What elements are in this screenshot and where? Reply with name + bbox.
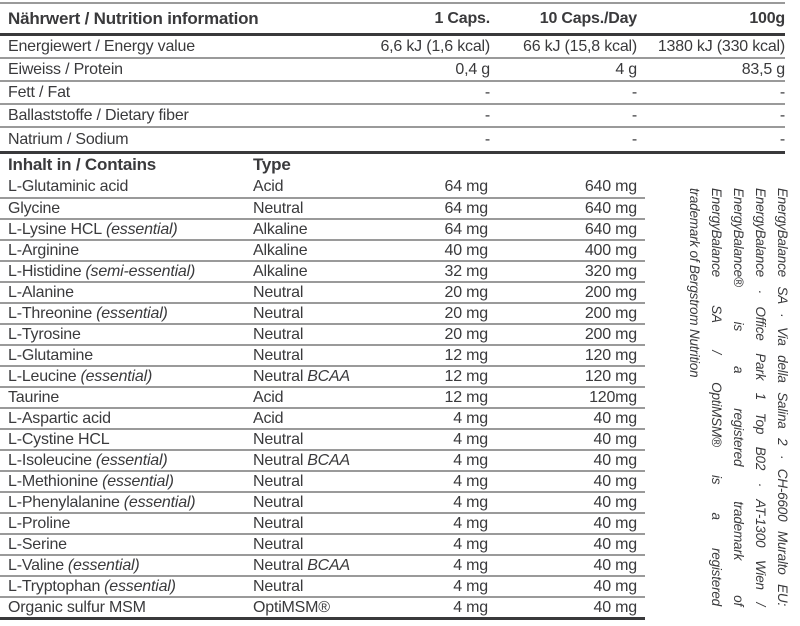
nutrition-row bbox=[0, 128, 785, 151]
ingredient-type: Neutral bbox=[253, 535, 304, 553]
contents-row bbox=[0, 344, 645, 365]
contents-row bbox=[0, 470, 645, 491]
nutrient-label: Energiewert / Energy value bbox=[8, 37, 195, 55]
value-per-caps: - bbox=[484, 130, 490, 148]
amount-per-caps: 4 mg bbox=[453, 535, 488, 553]
ingredient-type: Neutral bbox=[253, 304, 304, 322]
nutrient-label: Natrium / Sodium bbox=[8, 130, 129, 148]
amount-per-day: 640 mg bbox=[584, 177, 637, 195]
nutrition-facts-table bbox=[0, 2, 785, 154]
nutrient-label: Fett / Fat bbox=[8, 83, 71, 101]
ingredient-type: Neutral bbox=[253, 493, 304, 511]
ingredient-type: Neutral bbox=[253, 346, 304, 364]
ingredient-type-note: BCAA bbox=[307, 556, 350, 574]
ingredient-name: Organic sulfur MSM bbox=[8, 598, 146, 616]
ingredient-type: Alkaline bbox=[253, 241, 308, 259]
amount-per-caps: 12 mg bbox=[444, 346, 488, 364]
amount-per-day: 120mg bbox=[589, 388, 637, 406]
amount-per-day: 640 mg bbox=[584, 199, 637, 217]
contents-row bbox=[0, 197, 645, 218]
ingredient-name: Glycine bbox=[8, 199, 60, 217]
ingredient-type-note: BCAA bbox=[307, 367, 350, 385]
value-per-100g: 1380 kJ (330 kcal) bbox=[657, 37, 785, 55]
amount-per-caps: 20 mg bbox=[444, 325, 488, 343]
amount-per-caps: 4 mg bbox=[453, 451, 488, 469]
contents-row bbox=[0, 281, 645, 302]
nutrition-row bbox=[0, 105, 785, 128]
nutrition-row bbox=[0, 59, 785, 82]
amount-per-caps: 32 mg bbox=[444, 262, 488, 280]
ingredient-type: Acid bbox=[253, 409, 284, 427]
ingredient-name: L-Cystine HCL bbox=[8, 430, 110, 448]
col-header-100g: 100g bbox=[749, 9, 785, 27]
amount-per-caps: 20 mg bbox=[444, 283, 488, 301]
ingredient-type: Acid bbox=[253, 177, 284, 195]
contents-row bbox=[0, 596, 645, 617]
ingredient-note: (essential) bbox=[104, 577, 176, 595]
amount-per-caps: 20 mg bbox=[444, 304, 488, 322]
amount-per-caps: 40 mg bbox=[444, 241, 488, 259]
contents-row bbox=[0, 491, 645, 512]
amount-per-day: 320 mg bbox=[584, 262, 637, 280]
col-header-1caps: 1 Caps. bbox=[434, 9, 490, 27]
manufacturer-legal-text bbox=[683, 188, 793, 606]
amount-per-day: 40 mg bbox=[593, 514, 637, 532]
ingredient-note: (essential) bbox=[123, 493, 196, 511]
col-header-10caps-day: 10 Caps./Day bbox=[539, 9, 637, 27]
amount-per-day: 400 mg bbox=[584, 241, 637, 259]
ingredient-note: (semi-essential) bbox=[85, 262, 196, 280]
amount-per-day: 120 mg bbox=[584, 367, 637, 385]
value-per-100g: - bbox=[779, 130, 785, 148]
amount-per-day: 200 mg bbox=[584, 283, 637, 301]
ingredient-name: Taurine bbox=[8, 388, 60, 406]
contents-row bbox=[0, 302, 645, 323]
ingredient-name: L-Arginine bbox=[8, 241, 79, 259]
nutrition-facts-header-row bbox=[0, 4, 785, 36]
value-per-caps: - bbox=[484, 106, 490, 124]
amount-per-caps: 4 mg bbox=[453, 514, 488, 532]
ingredient-type: Neutral bbox=[253, 577, 304, 595]
ingredient-name: L-Glutamine bbox=[8, 346, 93, 364]
ingredient-name: L-Alanine bbox=[8, 283, 74, 301]
contents-header-row bbox=[0, 154, 645, 176]
ingredient-name: L-Tryptophan bbox=[8, 577, 101, 595]
ingredient-type: Neutral bbox=[253, 556, 304, 574]
nutrient-label: Eiweiss / Protein bbox=[8, 60, 123, 78]
amount-per-day: 40 mg bbox=[593, 430, 637, 448]
ingredient-type: Neutral bbox=[253, 430, 304, 448]
amount-per-day: 120 mg bbox=[584, 346, 637, 364]
ingredient-name: L-Phenylalanine bbox=[8, 493, 120, 511]
amount-per-caps: 4 mg bbox=[453, 409, 488, 427]
ingredient-note: (essential) bbox=[67, 556, 140, 574]
ingredient-name: L-Lysine HCL bbox=[8, 220, 102, 238]
amount-per-caps: 12 mg bbox=[444, 388, 488, 406]
contents-rows bbox=[0, 176, 645, 617]
value-per-caps: 6,6 kJ (1,6 kcal) bbox=[380, 37, 490, 55]
contents-row bbox=[0, 533, 645, 554]
legal-line-trademark-3: trademark of Bergstrom Nutrition bbox=[687, 188, 702, 378]
ingredient-type: Neutral bbox=[253, 514, 304, 532]
ingredient-name: L-Proline bbox=[8, 514, 71, 532]
ingredient-type: Neutral bbox=[253, 367, 304, 385]
amount-per-day: 40 mg bbox=[593, 598, 637, 616]
amount-per-caps: 4 mg bbox=[453, 430, 488, 448]
ingredient-name: L-Methionine bbox=[8, 472, 99, 490]
contents-row bbox=[0, 176, 645, 197]
legal-line-trademark-1: EnergyBalance® is a registered trademark of bbox=[731, 188, 746, 606]
ingredient-type: Alkaline bbox=[253, 262, 308, 280]
ingredient-name: L-Isoleucine bbox=[8, 451, 92, 469]
ingredient-note: (essential) bbox=[105, 220, 178, 238]
contents-row bbox=[0, 407, 645, 428]
value-per-100g: - bbox=[779, 83, 785, 101]
ingredient-type: Alkaline bbox=[253, 220, 308, 238]
ingredient-name: L-Aspartic acid bbox=[8, 409, 111, 427]
amount-per-caps: 4 mg bbox=[453, 556, 488, 574]
contents-row bbox=[0, 554, 645, 575]
amount-per-day: 40 mg bbox=[593, 493, 637, 511]
contents-row bbox=[0, 575, 645, 596]
nutrition-row bbox=[0, 36, 785, 59]
ingredient-type: Neutral bbox=[253, 283, 304, 301]
ingredient-name: L-Histidine bbox=[8, 262, 82, 280]
contents-row bbox=[0, 449, 645, 470]
contents-type-header: Type bbox=[253, 155, 291, 174]
amount-per-day: 40 mg bbox=[593, 409, 637, 427]
ingredient-note: (essential) bbox=[95, 451, 168, 469]
ingredient-type: Neutral bbox=[253, 472, 304, 490]
value-per-100g: - bbox=[779, 106, 785, 124]
legal-line-address-1: EnergyBalance SA · Via della Salina 2 · CH-6600 Muralto EU: bbox=[775, 188, 790, 606]
nutrition-facts-rows bbox=[0, 36, 785, 151]
ingredient-type: Acid bbox=[253, 388, 284, 406]
ingredient-note: (essential) bbox=[96, 304, 168, 322]
amount-per-caps: 4 mg bbox=[453, 472, 488, 490]
value-per-caps: - bbox=[484, 83, 490, 101]
ingredient-type: Neutral bbox=[253, 325, 304, 343]
nutrition-facts-title: Nährwert / Nutrition information bbox=[8, 8, 259, 28]
value-per-day: - bbox=[631, 106, 637, 124]
amount-per-caps: 4 mg bbox=[453, 598, 488, 616]
amount-per-day: 640 mg bbox=[584, 220, 637, 238]
ingredient-type: OptiMSM® bbox=[253, 598, 330, 616]
ingredient-note: (essential) bbox=[102, 472, 174, 490]
amount-per-day: 40 mg bbox=[593, 556, 637, 574]
amount-per-caps: 12 mg bbox=[444, 367, 488, 385]
ingredient-note: (essential) bbox=[80, 367, 153, 385]
contents-row bbox=[0, 386, 645, 407]
ingredient-type: Neutral bbox=[253, 451, 304, 469]
contents-row bbox=[0, 512, 645, 533]
amount-per-caps: 4 mg bbox=[453, 493, 488, 511]
ingredient-name: L-Threonine bbox=[8, 304, 93, 322]
ingredient-name: L-Serine bbox=[8, 535, 67, 553]
amount-per-caps: 64 mg bbox=[444, 220, 488, 238]
contents-row bbox=[0, 365, 645, 386]
nutrient-label: Ballaststoffe / Dietary fiber bbox=[8, 106, 189, 124]
contents-row bbox=[0, 428, 645, 449]
ingredient-type: Neutral bbox=[253, 199, 304, 217]
amount-per-day: 40 mg bbox=[593, 472, 637, 490]
contents-name-header: Inhalt in / Contains bbox=[8, 155, 157, 174]
value-per-caps: 0,4 g bbox=[455, 60, 490, 78]
ingredient-name: L-Valine bbox=[8, 556, 64, 574]
value-per-day: 66 kJ (15,8 kcal) bbox=[523, 37, 637, 55]
contents-row bbox=[0, 239, 645, 260]
amount-per-caps: 64 mg bbox=[444, 177, 488, 195]
amount-per-day: 40 mg bbox=[593, 535, 637, 553]
contents-row bbox=[0, 218, 645, 239]
value-per-100g: 83,5 g bbox=[741, 60, 785, 78]
ingredient-name: L-Leucine bbox=[8, 367, 77, 385]
amount-per-day: 200 mg bbox=[584, 304, 637, 322]
ingredient-name: L-Tyrosine bbox=[8, 325, 81, 343]
contents-row bbox=[0, 260, 645, 281]
contents-row bbox=[0, 323, 645, 344]
value-per-day: 4 g bbox=[615, 60, 637, 78]
legal-line-address-2: EnergyBalance · Office Park 1 Top B02 · AT-1300 Wien / bbox=[753, 188, 768, 606]
ingredient-name: L-Glutaminic acid bbox=[8, 177, 129, 195]
amount-per-caps: 4 mg bbox=[453, 577, 488, 595]
contents-table bbox=[0, 154, 645, 620]
value-per-day: - bbox=[631, 130, 637, 148]
amount-per-day: 40 mg bbox=[593, 577, 637, 595]
value-per-day: - bbox=[631, 83, 637, 101]
legal-line-trademark-2: EnergyBalance SA / OptiMSM® is a registered bbox=[709, 188, 724, 606]
ingredient-type-note: BCAA bbox=[307, 451, 350, 469]
amount-per-day: 40 mg bbox=[593, 451, 637, 469]
amount-per-day: 200 mg bbox=[584, 325, 637, 343]
nutrition-row bbox=[0, 82, 785, 105]
amount-per-caps: 64 mg bbox=[444, 199, 488, 217]
